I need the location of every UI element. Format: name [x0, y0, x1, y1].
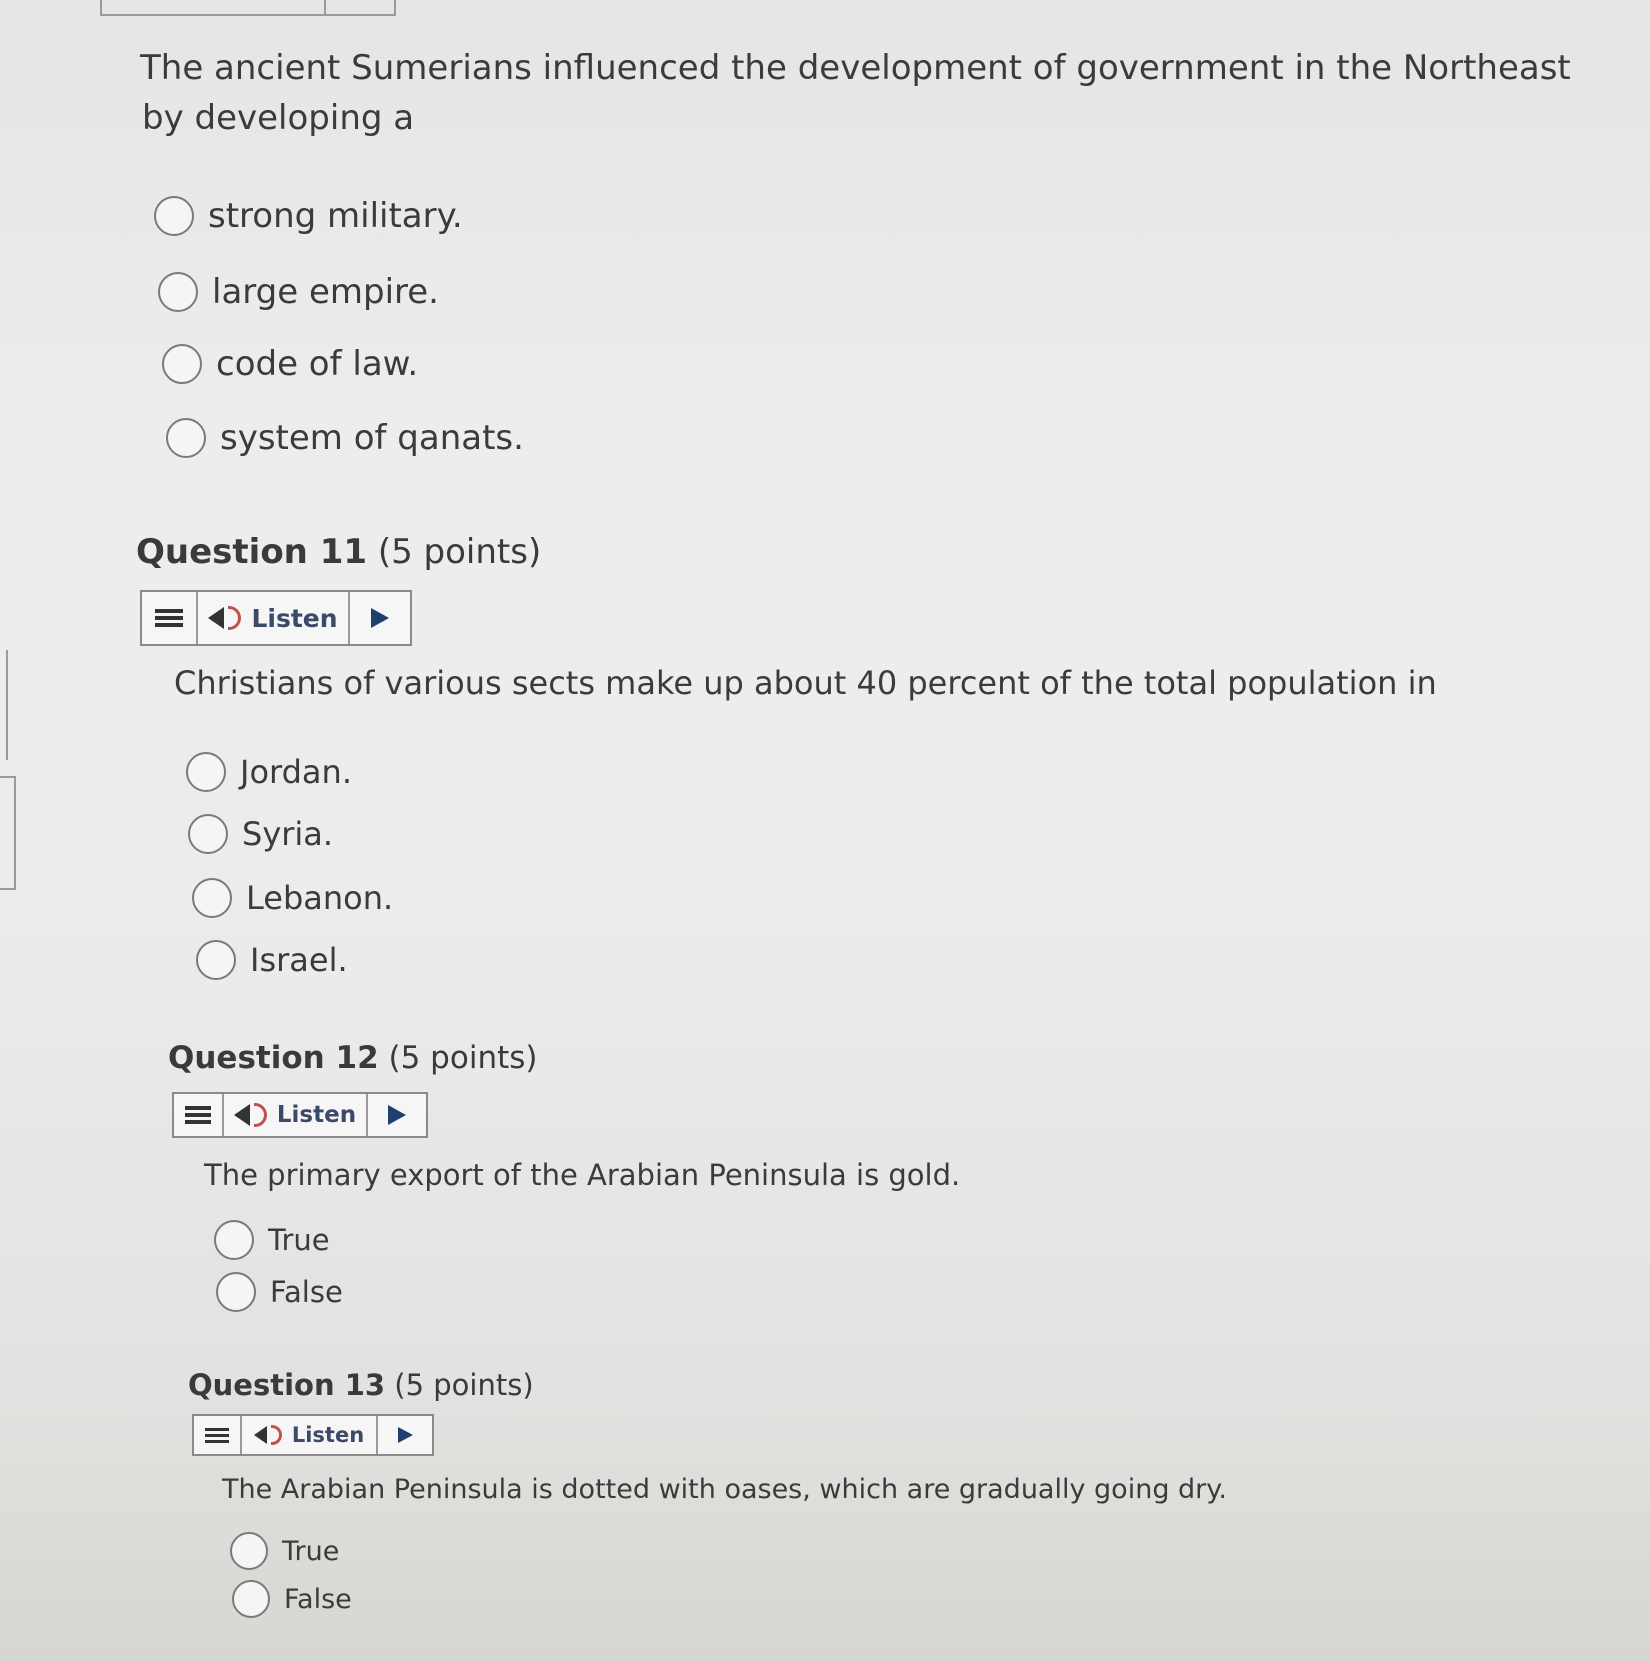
radio-icon[interactable]	[188, 814, 228, 854]
speaker-icon	[208, 607, 224, 629]
q13-option-true[interactable]	[230, 1532, 339, 1570]
q12-option-false[interactable]	[216, 1272, 343, 1312]
q11-option-3[interactable]	[192, 878, 393, 918]
q13-option-false[interactable]	[232, 1580, 352, 1618]
toolbar-menu-button[interactable]	[142, 592, 198, 644]
radio-icon[interactable]	[232, 1580, 270, 1618]
option-label: code of law.	[216, 344, 419, 384]
menu-icon	[205, 1428, 229, 1443]
option-label: False	[270, 1275, 343, 1309]
sound-wave-icon	[228, 606, 241, 630]
question-12-text: The primary export of the Arabian Peninsula is gold.	[204, 1158, 961, 1192]
question-title: Question 12	[168, 1040, 379, 1076]
listen-button[interactable]	[198, 592, 350, 644]
question-13-heading	[188, 1368, 534, 1402]
speaker-icon	[234, 1104, 250, 1126]
left-edge-bracket	[0, 650, 8, 760]
cropped-listen-toolbar	[100, 0, 396, 16]
question-title: Question 11	[136, 532, 368, 572]
option-label: large empire.	[212, 272, 439, 312]
play-icon	[371, 608, 389, 628]
question-11-heading	[136, 532, 541, 572]
q10-option-4[interactable]	[166, 418, 524, 458]
option-label: strong military.	[208, 196, 463, 236]
q12-option-true[interactable]	[214, 1220, 330, 1260]
listen-label: Listen	[276, 1102, 357, 1128]
option-label: False	[284, 1583, 352, 1615]
radio-icon[interactable]	[186, 752, 226, 792]
question-11-text: Christians of various sects make up about 40 percent of the total population in	[174, 664, 1437, 702]
question-13-text: The Arabian Peninsula is dotted with oases, which are gradually going dry.	[222, 1474, 1227, 1505]
play-button[interactable]	[378, 1416, 432, 1454]
option-label: Syria.	[242, 815, 334, 853]
radio-icon[interactable]	[158, 272, 198, 312]
radio-icon[interactable]	[216, 1272, 256, 1312]
radio-icon[interactable]	[192, 878, 232, 918]
question-points: (5 points)	[377, 532, 542, 572]
radio-icon[interactable]	[214, 1220, 254, 1260]
radio-icon[interactable]	[162, 344, 202, 384]
question-12-heading	[168, 1040, 538, 1076]
option-label: Jordan.	[240, 753, 352, 791]
play-icon	[388, 1105, 406, 1125]
option-label: True	[268, 1223, 330, 1257]
listen-label: Listen	[291, 1423, 365, 1447]
play-button[interactable]	[350, 592, 410, 644]
question-10-text-line2: by developing a	[142, 98, 415, 138]
listen-label: Listen	[251, 603, 338, 633]
option-label: system of qanats.	[220, 418, 524, 458]
sound-wave-icon	[254, 1103, 267, 1127]
radio-icon[interactable]	[166, 418, 206, 458]
menu-icon	[185, 1106, 211, 1124]
listen-toolbar	[140, 590, 412, 646]
question-title: Question 13	[188, 1368, 386, 1402]
question-points: (5 points)	[388, 1040, 538, 1076]
option-label: True	[282, 1535, 340, 1567]
play-button[interactable]	[368, 1094, 426, 1136]
option-label: Israel.	[250, 941, 348, 979]
toolbar-menu-button[interactable]	[174, 1094, 224, 1136]
question-10-text-line1: The ancient Sumerians influenced the development of government in the Northeast	[140, 48, 1571, 88]
option-label: Lebanon.	[246, 879, 394, 917]
q11-option-2[interactable]	[188, 814, 333, 854]
q10-option-3[interactable]	[162, 344, 418, 384]
listen-toolbar	[192, 1414, 434, 1456]
radio-icon[interactable]	[154, 196, 194, 236]
radio-icon[interactable]	[230, 1532, 268, 1570]
q11-option-4[interactable]	[196, 940, 348, 980]
listen-button[interactable]	[224, 1094, 368, 1136]
left-edge-bracket	[0, 776, 16, 890]
q10-option-1[interactable]	[154, 196, 463, 236]
radio-icon[interactable]	[196, 940, 236, 980]
menu-icon	[155, 609, 183, 627]
play-icon	[398, 1427, 413, 1443]
toolbar-menu-button[interactable]	[194, 1416, 242, 1454]
question-points: (5 points)	[394, 1368, 534, 1402]
q10-option-2[interactable]	[158, 272, 439, 312]
speaker-icon	[254, 1426, 267, 1444]
listen-button[interactable]	[242, 1416, 378, 1454]
q11-option-1[interactable]	[186, 752, 352, 792]
sound-wave-icon	[271, 1425, 282, 1445]
listen-toolbar	[172, 1092, 428, 1138]
